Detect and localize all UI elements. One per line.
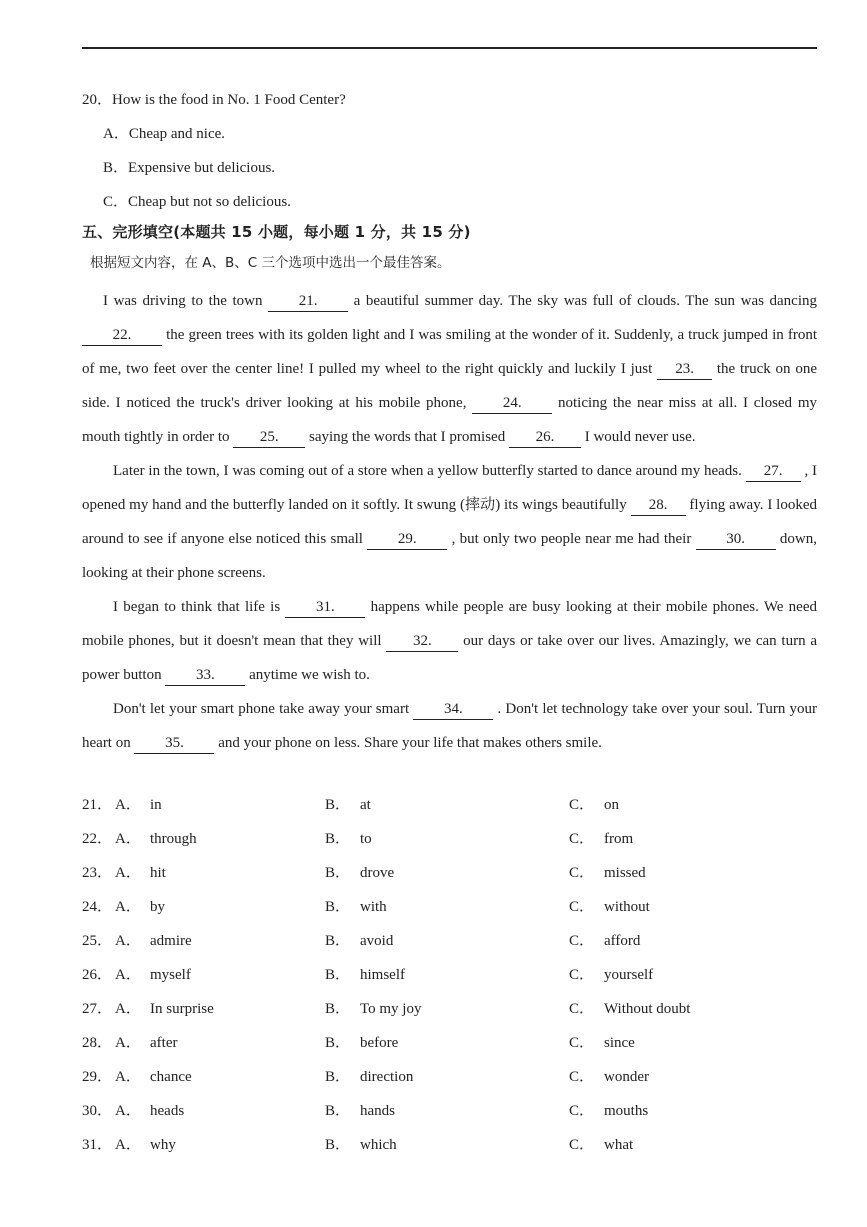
option-c-text: Without doubt (604, 1001, 691, 1017)
option-a-text: In surprise (150, 1001, 214, 1017)
option-b-label: B． (325, 1069, 351, 1085)
option-a-label: A． (115, 865, 141, 881)
option-a-text: why (150, 1137, 176, 1153)
question-number: 31． (82, 1137, 113, 1153)
option-b-text: which (360, 1137, 397, 1153)
option-b-label: B． (325, 1137, 351, 1153)
option-b-text: to (360, 831, 372, 847)
option-a-text: through (150, 831, 197, 847)
paragraph-3 (82, 590, 817, 692)
cloze-passage (82, 284, 817, 760)
option-a-label: A． (115, 1001, 141, 1017)
blank-33: 33. (165, 665, 245, 686)
text: anytime we wish to. (245, 667, 370, 683)
question-number: 22． (82, 831, 113, 847)
option-b-text: before (360, 1035, 399, 1051)
header-rule (82, 47, 817, 49)
question-number: 25． (82, 933, 113, 949)
blank-32: 32. (386, 631, 458, 652)
question-20 (82, 90, 817, 226)
option-c-label: C． (569, 899, 595, 915)
blank-25: 25. (233, 427, 305, 448)
option-c-label: C． (569, 1103, 595, 1119)
question-number: 24． (82, 899, 113, 915)
blank-27: 27. (746, 461, 801, 482)
question-number: 30． (82, 1103, 113, 1119)
option-b-label: B． (325, 865, 351, 881)
answer-options-list (82, 795, 817, 1169)
blank-28: 28. (631, 495, 686, 516)
blank-31: 31. (285, 597, 365, 618)
option-a-text: chance (150, 1069, 192, 1085)
option-c-label: C． (569, 1069, 595, 1085)
option-a-text: myself (150, 967, 191, 983)
option-a-text: heads (150, 1103, 185, 1119)
text: our days or take over our lives. Amazingly, we can turn a power button (82, 633, 817, 683)
option-a-label: A． (115, 899, 141, 915)
blank-35: 35. (134, 733, 214, 754)
option-c-text: mouths (604, 1103, 649, 1119)
question-number: 23． (82, 865, 113, 881)
answer-row (82, 1033, 817, 1067)
option-c-label: C． (569, 933, 595, 949)
question-number: 26． (82, 967, 113, 983)
answer-row (82, 897, 817, 931)
option-c-label: C． (569, 1001, 595, 1017)
option-a-text: by (150, 899, 165, 915)
text: the truck on one side. I noticed the truck's driver looking at his mobile phone, (82, 361, 817, 411)
text: the green trees with its golden light and I was smiling at the wonder of it. Suddenly, a truck jumped in front of me, two feet over the center line! I pulled my wheel to the right quickly and luckily I just (82, 327, 817, 377)
paragraph-4 (82, 692, 817, 760)
option-b-label: B． (325, 933, 351, 949)
answer-row (82, 795, 817, 829)
option-c-text: yourself (604, 967, 654, 983)
text: saying the words that I promised (305, 429, 509, 445)
question-20-option-b: B．Expensive but delicious. (103, 160, 276, 176)
option-b-text: direction (360, 1069, 414, 1085)
blank-30: 30. (696, 529, 776, 550)
option-c-text: on (604, 797, 619, 813)
text: noticing the near miss at all. I closed my mouth tightly in order to (82, 395, 817, 445)
option-b-text: himself (360, 967, 405, 983)
option-b-text: To my joy (360, 1001, 422, 1017)
option-b-text: at (360, 797, 371, 813)
blank-34: 34. (413, 699, 493, 720)
text: and your phone on less. Share your life that makes others smile. (214, 735, 602, 751)
option-a-text: in (150, 797, 162, 813)
option-c-label: C． (569, 797, 595, 813)
option-c-text: since (604, 1035, 635, 1051)
option-a-label: A． (115, 1035, 141, 1051)
section-title: 五、完形填空(本题共 15 小题，每小题 1 分，共 15 分) (82, 223, 471, 241)
option-c-label: C． (569, 1035, 595, 1051)
option-c-text: what (604, 1137, 634, 1153)
option-b-label: B． (325, 1001, 351, 1017)
option-b-label: B． (325, 899, 351, 915)
text: I began to think that life is (113, 599, 286, 615)
blank-23: 23. (657, 359, 712, 380)
option-b-label: B． (325, 1035, 351, 1051)
question-20-option-c: C．Cheap but not so delicious. (103, 194, 291, 210)
option-b-text: avoid (360, 933, 394, 949)
text: a beautiful summer day. The sky was full of clouds. The sun was dancing (348, 293, 817, 309)
option-b-text: with (360, 899, 387, 915)
option-a-text: admire (150, 933, 192, 949)
option-c-label: C． (569, 967, 595, 983)
option-c-label: C． (569, 831, 595, 847)
option-a-label: A． (115, 1103, 141, 1119)
option-a-label: A． (115, 797, 141, 813)
blank-21: 21. (268, 291, 348, 312)
answer-row (82, 999, 817, 1033)
option-c-text: afford (604, 933, 641, 949)
option-b-label: B． (325, 831, 351, 847)
question-number: 21． (82, 797, 113, 813)
text: flying away. I looked around to see if anyone else noticed this small (82, 497, 817, 547)
option-c-text: without (604, 899, 650, 915)
text: happens while people are busy looking at their mobile phones. We need mobile phones, but it doesn't mean that they will (82, 599, 817, 649)
text: , I opened my hand and the butterfly landed on it softly. It swung (摔动) its wings beautifully (82, 463, 817, 513)
answer-row (82, 1135, 817, 1169)
text: I would never use. (580, 429, 696, 445)
answer-row (82, 829, 817, 863)
text: down, looking at their phone screens. (82, 531, 817, 581)
blank-29: 29. (367, 529, 447, 550)
option-b-label: B． (325, 967, 351, 983)
blank-26: 26. (509, 427, 581, 448)
text: . Don't let technology take over your soul. Turn your heart on (82, 701, 818, 751)
option-a-label: A． (115, 933, 141, 949)
text: , but only two people near me had their (447, 531, 696, 547)
option-c-text: from (604, 831, 634, 847)
option-c-label: C． (569, 1137, 595, 1153)
question-number: 28． (82, 1035, 113, 1051)
paragraph-1 (82, 284, 817, 454)
option-b-text: hands (360, 1103, 395, 1119)
question-number: 27． (82, 1001, 113, 1017)
text: Later in the town, I was coming out of a store when a yellow butterfly started to dance around my heads. (113, 463, 746, 479)
option-a-label: A． (115, 1069, 141, 1085)
answer-row (82, 1101, 817, 1135)
option-a-text: after (150, 1035, 178, 1051)
option-c-text: wonder (604, 1069, 649, 1085)
option-a-label: A． (115, 831, 141, 847)
question-20-stem: 20．How is the food in No. 1 Food Center? (82, 92, 346, 108)
option-b-label: B． (325, 1103, 351, 1119)
answer-row (82, 1067, 817, 1101)
option-a-label: A． (115, 967, 141, 983)
text: Don't let your smart phone take away your smart (113, 701, 414, 717)
answer-row (82, 863, 817, 897)
question-20-option-a: A．Cheap and nice. (103, 126, 226, 142)
option-a-text: hit (150, 865, 166, 881)
section-instruction: 根据短文内容，在 A、B、C 三个选项中选出一个最佳答案。 (90, 255, 451, 271)
text: I was driving to the town (103, 293, 269, 309)
paragraph-2 (82, 454, 817, 590)
option-c-text: missed (604, 865, 646, 881)
question-number: 29． (82, 1069, 113, 1085)
blank-24: 24. (472, 393, 552, 414)
blank-22: 22. (82, 325, 162, 346)
answer-row (82, 931, 817, 965)
answer-row (82, 965, 817, 999)
option-c-label: C． (569, 865, 595, 881)
option-b-text: drove (360, 865, 395, 881)
option-b-label: B． (325, 797, 351, 813)
option-a-label: A． (115, 1137, 141, 1153)
